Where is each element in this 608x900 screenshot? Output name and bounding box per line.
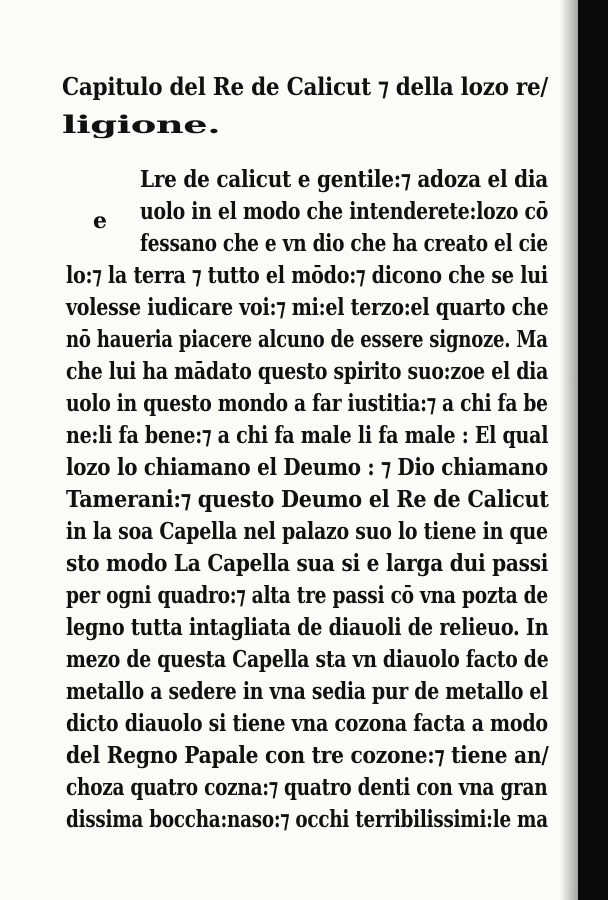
body-line-10: lozo lo chiamano el Deumo : ⁊ Dio chiamano	[66, 454, 548, 481]
body-line-6: nō haueria piacere alcuno de essere signoze. Ma	[66, 326, 548, 353]
body-line-5: volesse iudicare voi:⁊ mi:el terzo:el quarto che	[66, 294, 549, 321]
body-line-4: lo:⁊ la terra ⁊ tutto el mōdo:⁊ dicono che se lui	[66, 262, 548, 289]
body-line-7: che lui ha mādato questo spirito suo:zoe el dia	[66, 358, 549, 385]
body-line-2: uolo in el modo che intenderete:lozo cō	[140, 198, 549, 225]
page-gutter-shadow	[560, 0, 578, 900]
body-line-16: mezo de questa Capella sta vn diauolo facto de	[66, 646, 549, 673]
body-line-12: in la soa Capella nel palazo suo lo tiene in que	[66, 518, 548, 545]
body-line-17: metallo a sedere in vna sedia pur de metallo el	[66, 678, 549, 705]
body-line-3: fessano che e vn dio che ha creato el cie	[140, 230, 548, 257]
body-line-21: dissima boccha:naso:⁊ occhi terribilissimi:le ma	[66, 806, 548, 833]
chapter-heading-line-2: ligione.	[62, 110, 221, 139]
body-line-20: choza quatro cozna:⁊ quatro denti con vna gran	[66, 774, 548, 801]
body-line-8: uolo in questo mondo a far iustitia:⁊ a chi fa be	[66, 390, 548, 417]
body-line-1: Lre de calicut e gentile:⁊ adoza el dia	[140, 166, 548, 193]
body-line-18: dicto diauolo si tiene vna cozona facta a modo	[66, 710, 548, 737]
chapter-heading-line-1: Capitulo del Re de Calicut ⁊ della lozo re/	[62, 72, 549, 101]
marginal-note: e	[93, 208, 107, 234]
body-line-19: del Regno Papale con tre cozone:⁊ tiene an/	[66, 742, 549, 769]
body-line-9: ne:li fa bene:⁊ a chi fa male li fa male : El qual	[66, 422, 549, 449]
page-edge	[578, 0, 608, 900]
body-line-11: Tamerani:⁊ questo Deumo el Re de Calicut	[66, 486, 549, 513]
body-line-14: per ogni quadro:⁊ alta tre passi cō vna pozta de	[66, 582, 548, 609]
body-line-15: legno tutta intagliata de diauoli de relieuo. In	[66, 614, 549, 641]
body-line-13: sto modo La Capella sua si e larga dui passi	[66, 550, 549, 577]
